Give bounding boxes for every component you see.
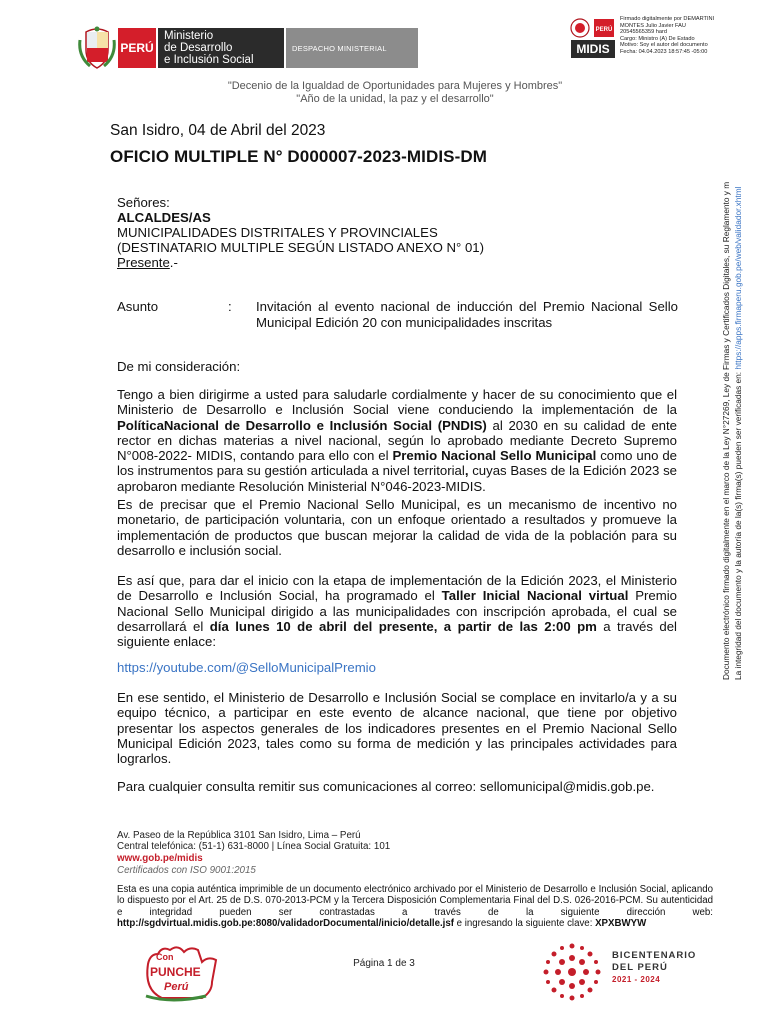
decenio-motto	[0, 80, 768, 106]
ministry-brand-block	[158, 28, 284, 68]
asunto-text: Invitación al evento nacional de inducción del Premio Nacional Sello Municipal Edición 20 con municipalidades inscritas	[256, 299, 678, 330]
bicent-line-1: BICENTENARIO	[612, 950, 697, 961]
signature-line: Fecha: 04.04.2023 18:57:45 -05:00	[620, 48, 708, 55]
validation-key: XPXBWYW	[595, 918, 647, 930]
recipient-destinatario: (DESTINATARIO MULTIPLE SEGÚN LISTADO ANEXO N° 01)	[117, 240, 485, 255]
midis-peru-tag: PERÚ	[595, 27, 613, 33]
paragraph-1	[117, 387, 677, 494]
recipient-alcaldes: ALCALDES/AS	[117, 210, 211, 225]
signature-line: 20545565359 hard	[620, 29, 667, 36]
peru-label: PERÚ	[120, 41, 154, 55]
side-notice-line-1: Documento electrónico firmado digitalmente en el marco de la Ley N°27269, Ley de Firmas y Certificados Digitales, su Reglamento y m	[721, 181, 731, 680]
page-number: Página 1 de 3	[353, 958, 415, 969]
signature-line: Motivo: Soy el autor del documento	[620, 42, 708, 49]
bicentenario-wordmark	[612, 950, 696, 986]
p1-text-a: Tengo a bien dirigirme a usted para saludarle cordialmente y hacer de su conocimiento que el Ministerio de Desarrollo e Inclusión Social viene conduciendo la implementación de la	[117, 387, 677, 418]
paragraph-2: Es de precisar que el Premio Nacional Sello Municipal, es un mecanismo de incentivo no monetario, de participación voluntaria, con un enfoque orientado a resultados y promueve la implementación de productos que buscan mejorar la calidad de vida de la población para su desarrollo e inclusión social.	[117, 497, 677, 558]
peru-coat-of-arms-icon	[78, 26, 116, 70]
side-verification-notice	[716, 160, 756, 680]
footer-phone: Central telefónica: (51-1) 631-8000 | Línea Social Gratuita: 101	[117, 841, 391, 852]
document-date: San Isidro, 04 de Abril del 2023	[110, 122, 326, 139]
p3-text-c: Premio Nacional Sello Municipal dirigido a las municipalidades con inscripción aprobada, el cual se desarrollará el	[117, 588, 677, 634]
youtube-link[interactable]: https://youtube.com/@SelloMunicipalPremio	[117, 660, 376, 675]
paragraph-5: Para cualquier consulta remitir sus comunicaciones al correo: sellomunicipal@midis.gob.pe.	[117, 779, 655, 794]
copy-text-b: e ingresando la siguiente clave:	[453, 918, 596, 930]
validation-url[interactable]: http://sgdvirtual.midis.gob.pe:8080/validadorDocumental/inicio/detalle.jsf	[117, 918, 454, 930]
side-notice-line-2	[733, 186, 743, 680]
ministry-line-3: e Inclusión Social	[164, 54, 254, 66]
p1-text-e: como uno de los instrumentos para su gestión articulada a nivel territorial	[117, 448, 677, 479]
punche-word: PUNCHE	[150, 965, 201, 979]
decenio-line-1: "Decenio de la Igualdad de Oportunidades para Mujeres y Hombres"	[227, 80, 563, 92]
midis-signature-logo	[568, 16, 618, 60]
despacho-label: DESPACHO MINISTERIAL	[292, 43, 387, 53]
bicent-years: 2021 - 2024	[612, 975, 661, 984]
bicentenario-logo	[540, 938, 604, 1006]
ministry-line-1: Ministerio	[164, 30, 214, 42]
midis-wordmark: MIDIS	[576, 42, 610, 56]
recipient-salutation: Señores:	[117, 195, 170, 210]
p1-text-c: al 2030 en su calidad de ente rector en dichas materias a nivel nacional, según lo aprobado mediante Decreto Supremo N°008-2022- MIDIS, contando para ello con el	[117, 417, 677, 464]
signature-line: MONTES Julio Javier FAU	[620, 22, 686, 29]
paragraph-4: En ese sentido, el Ministerio de Desarrollo e Inclusión Social se complace en invitarlo/a y a su equipo técnico, a participar en este evento de alcance nacional, que tiene por objetivo presentar los aspectos generales de los indicadores presentes en el Premio Nacional Sello Municipal Edición 2023, tales como su forma de medición y las principales actividades para lograrlos.	[117, 690, 677, 767]
p1-text-g: cuyas Bases de la Edición 2023 se aprobaron mediante Resolución Ministerial N°046-2023-MIDIS.	[117, 463, 677, 494]
peru-brand-block	[118, 28, 156, 68]
ministry-line-2: de Desarrollo	[164, 42, 233, 54]
bicent-line-2: DEL PERÚ	[612, 962, 668, 973]
decenio-line-2: "Año de la unidad, la paz y el desarrollo"	[296, 93, 494, 105]
peru-word: Perú	[164, 981, 189, 993]
paragraph-3	[117, 573, 677, 649]
signature-line: Cargo: Ministro (A) De Estado	[620, 35, 695, 42]
authenticity-notice	[117, 884, 713, 930]
footer-address: Av. Paseo de la República 3101 San Isidro, Lima – Perú	[117, 830, 361, 841]
side-notice-link[interactable]: https://apps.firmaperu.gob.pe/web/validador.xhtml	[733, 186, 743, 370]
con-punche-peru-logo	[142, 942, 226, 1004]
copy-text-a: Esta es una copia auténtica imprimible de un documento electrónico archivado por el Ministerio de Desarrollo e Inclusión Social, aplicando lo dispuesto por el Art. 25 de D.S. 070-2013-PCM y la Tercera Disposición Complementaria Final del D.S. 026-2016-PCM. Su autenticidad e integridad pueden ser contrastadas a través de la siguiente dirección web:	[117, 884, 713, 918]
recipient-municipalities: MUNICIPALIDADES DISTRITALES Y PROVINCIALES	[117, 225, 438, 240]
greeting: De mi consideración:	[117, 359, 241, 374]
p3-taller: Taller Inicial Nacional virtual	[441, 588, 629, 604]
recipient-presente	[117, 255, 178, 270]
presente-word: Presente	[117, 255, 170, 270]
p3-fecha: día lunes 10 de abril del presente, a partir de las 2:00 pm	[209, 618, 597, 634]
footer-iso: Certificados con ISO 9001:2015	[117, 865, 256, 876]
despacho-block	[286, 28, 418, 68]
signature-line: Firmado digitalmente por DEMARTINI	[620, 16, 715, 22]
p1-premio: Premio Nacional Sello Municipal	[392, 448, 597, 464]
p3-text-e: a través del siguiente enlace:	[117, 618, 677, 650]
presente-suffix: .-	[169, 255, 178, 270]
footer-web-link[interactable]: www.gob.pe/midis	[117, 853, 203, 864]
oficio-number: OFICIO MULTIPLE N° D000007-2023-MIDIS-DM	[110, 147, 487, 166]
p3-text-a: Es así que, para dar el inicio con la etapa de implementación de la Edición 2023, el Ministerio de Desarrollo e Inclusión Social, ha programado el	[117, 573, 677, 604]
p1-comma: ,	[464, 463, 469, 479]
digital-signature-block	[620, 16, 760, 56]
con-word: Con	[156, 952, 174, 962]
asunto-label: Asunto	[117, 299, 159, 314]
asunto-colon: :	[228, 299, 232, 314]
side-notice-line-2-text: La integridad del documento y la autoría de la(s) firma(s) pueden ser verificadas en:	[733, 369, 743, 680]
p1-pndis: PolíticaNacional de Desarrollo e Inclusión Social (PNDIS)	[117, 417, 487, 433]
